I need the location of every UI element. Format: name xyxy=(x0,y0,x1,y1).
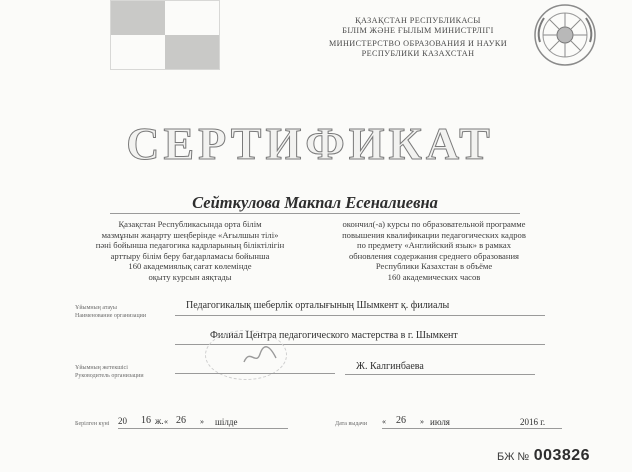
description-kz-line: мазмұнын жаңарту шеңберінде «Ағылшын тілі» xyxy=(101,229,279,240)
issue-year-prefix-kz: 20 xyxy=(118,416,127,426)
organization-name-ru: Филиал Центра педагогического мастерства в г. Шымкент xyxy=(210,330,458,341)
description-kz-line: оқыту курсын аяқтады xyxy=(148,271,232,282)
issue-month-kz: шілде xyxy=(215,417,238,427)
ministry-ru-line1: МИНИСТЕРСТВО ОБРАЗОВАНИЯ И НАУКИ xyxy=(328,39,508,48)
organization-label-ru: Наименование организации xyxy=(75,313,147,319)
head-label-ru: Руководитель организации xyxy=(75,373,144,379)
certificate-number xyxy=(497,447,590,465)
head-name: Ж. Калгинбаева xyxy=(356,361,424,372)
description-kz-line: пәні бойынша педагогика кадрларының біліктілігін xyxy=(95,240,285,251)
head-signature-line xyxy=(175,373,335,374)
head-label xyxy=(75,364,144,380)
issue-label-kz: Берілген күні xyxy=(75,421,110,427)
ministry-kz-line2: БІЛІМ ЖӘНЕ ҒЫЛЫМ МИНИСТРЛІГІ xyxy=(342,26,494,35)
description-ru-line: по предмету «Английский язык» в рамках xyxy=(356,240,512,251)
quote-close-ru: » xyxy=(420,417,424,426)
organization-line-1 xyxy=(175,315,545,316)
signature-mark xyxy=(240,342,280,370)
description-kz-line: Қазақстан Республикасында орта білім xyxy=(118,219,262,229)
recipient-underline xyxy=(110,213,520,214)
organization-name-kz: Педагогикалық шеберлік орталығының Шымкент қ. филиалы xyxy=(186,300,450,311)
issue-line-kz xyxy=(118,428,288,429)
certificate-number-prefix: БЖ № xyxy=(497,451,530,463)
quote-close-kz: » xyxy=(200,417,204,426)
issue-day-ru: 26 xyxy=(396,415,406,426)
issue-year-kz: 16 xyxy=(141,415,151,426)
description-ru-line: 160 академических часов xyxy=(387,271,481,282)
issue-label-ru: Дата выдачи xyxy=(335,421,368,427)
issue-year-ru: 2016 г. xyxy=(520,417,546,427)
quote-open-kz: « xyxy=(164,417,168,426)
state-emblem-icon xyxy=(530,2,600,68)
description-ru xyxy=(318,219,550,283)
description-ru-line: Республики Казахстан в объёме xyxy=(375,261,493,272)
recipient-name: Сейткулова Макпал Есеналиевна xyxy=(192,193,438,212)
issue-line-ru xyxy=(382,428,562,429)
head-name-line xyxy=(345,374,535,375)
ministry-ru-line2: РЕСПУБЛИКИ КАЗАХСТАН xyxy=(361,49,475,58)
description-ru-line: окончил(-а) курсы по образовательной программе xyxy=(342,219,526,229)
description-kz-line: 160 академиялық сағат көлемінде xyxy=(128,261,252,272)
organization-label-kz: Ұйымның атауы xyxy=(75,305,117,311)
issue-day-kz: 26 xyxy=(176,415,186,426)
issue-month-ru: июля xyxy=(430,417,450,427)
ministry-kz-line1: ҚАЗАҚСТАН РЕСПУБЛИКАСЫ xyxy=(355,16,481,25)
description-ru-line: обновления содержания среднего образования xyxy=(349,250,519,261)
quote-open-ru: « xyxy=(382,417,386,426)
description-kz-line: арттыру білім беру бағдарламасы бойынша xyxy=(110,250,270,261)
description-kz xyxy=(75,219,305,283)
certificate-number-value: 003826 xyxy=(533,447,591,464)
certificate-title: СЕРТИФИКАТ xyxy=(126,118,494,169)
issue-year-suffix-kz: ж. xyxy=(155,416,164,426)
logo-block xyxy=(110,0,230,70)
ministry-heading xyxy=(318,16,518,59)
description-ru-line: повышения квалификации педагогических кадров xyxy=(342,229,526,240)
organization-label xyxy=(75,304,146,320)
head-label-kz: Ұйымның жетекшісі xyxy=(75,365,128,371)
